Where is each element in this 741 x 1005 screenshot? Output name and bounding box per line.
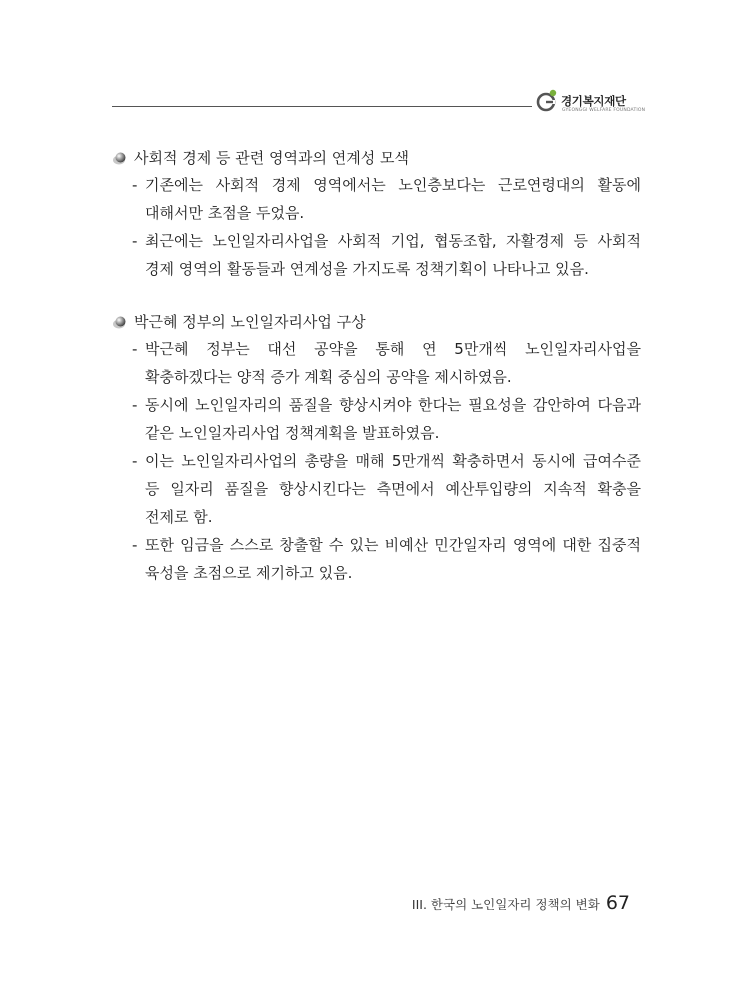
list-item: - 동시에 노인일자리의 품질을 향상시켜야 한다는 필요성을 감안하여 다음과 같은 노인일자리사업 정책계획을 발표하였음. (132, 396, 641, 442)
logo-subtitle: GYEONGGI WELFARE FOUNDATION (562, 108, 646, 113)
section-heading-text: 박근혜 정부의 노인일자리사업 구상 (134, 313, 366, 331)
bullet-sphere-icon (113, 152, 127, 165)
page-footer (390, 892, 630, 914)
list-item: - 박근혜 정부는 대선 공약을 통해 연 5만개씩 노인일자리사업을 확충하겠다는 양적 증가 계획 중심의 공약을 제시하였음. (132, 340, 641, 386)
list-item: - 기존에는 사회적 경제 영역에서는 노인층보다는 근로연령대의 활동에 대해서만 초점을 두었음. (132, 176, 641, 222)
bullet-sphere-icon (113, 316, 127, 329)
logo-name: 경기복지재단 (561, 94, 626, 108)
section-heading (110, 146, 650, 171)
foundation-logo (535, 88, 645, 120)
header-rule (112, 106, 532, 107)
section-heading (110, 310, 650, 335)
section-heading-text: 사회적 경제 등 관련 영역과의 연계성 모색 (134, 149, 409, 167)
section-park-government-plan (110, 310, 650, 587)
list-item: - 또한 임금을 스스로 창출할 수 있는 비예산 민간일자리 영역에 대한 집중적 육성을 초점으로 제기하고 있음. (132, 536, 641, 582)
logo-mark-icon (535, 88, 559, 114)
chapter-title: III. 한국의 노인일자리 정책의 변화 (411, 897, 600, 912)
list-item: - 이는 노인일자리사업의 총량을 매해 5만개씩 확충하면서 동시에 급여수준 등 일자리 품질을 향상시킨다는 측면에서 예산투입량의 지속적 확충을 전제로 함. (132, 452, 641, 526)
page-number: 67 (605, 892, 630, 914)
section-social-economy (110, 146, 650, 283)
list-item: - 최근에는 노인일자리사업을 사회적 기업, 협동조합, 자활경제 등 사회적 경제 영역의 활동들과 연계성을 가지도록 정책기획이 나타나고 있음. (132, 232, 641, 278)
